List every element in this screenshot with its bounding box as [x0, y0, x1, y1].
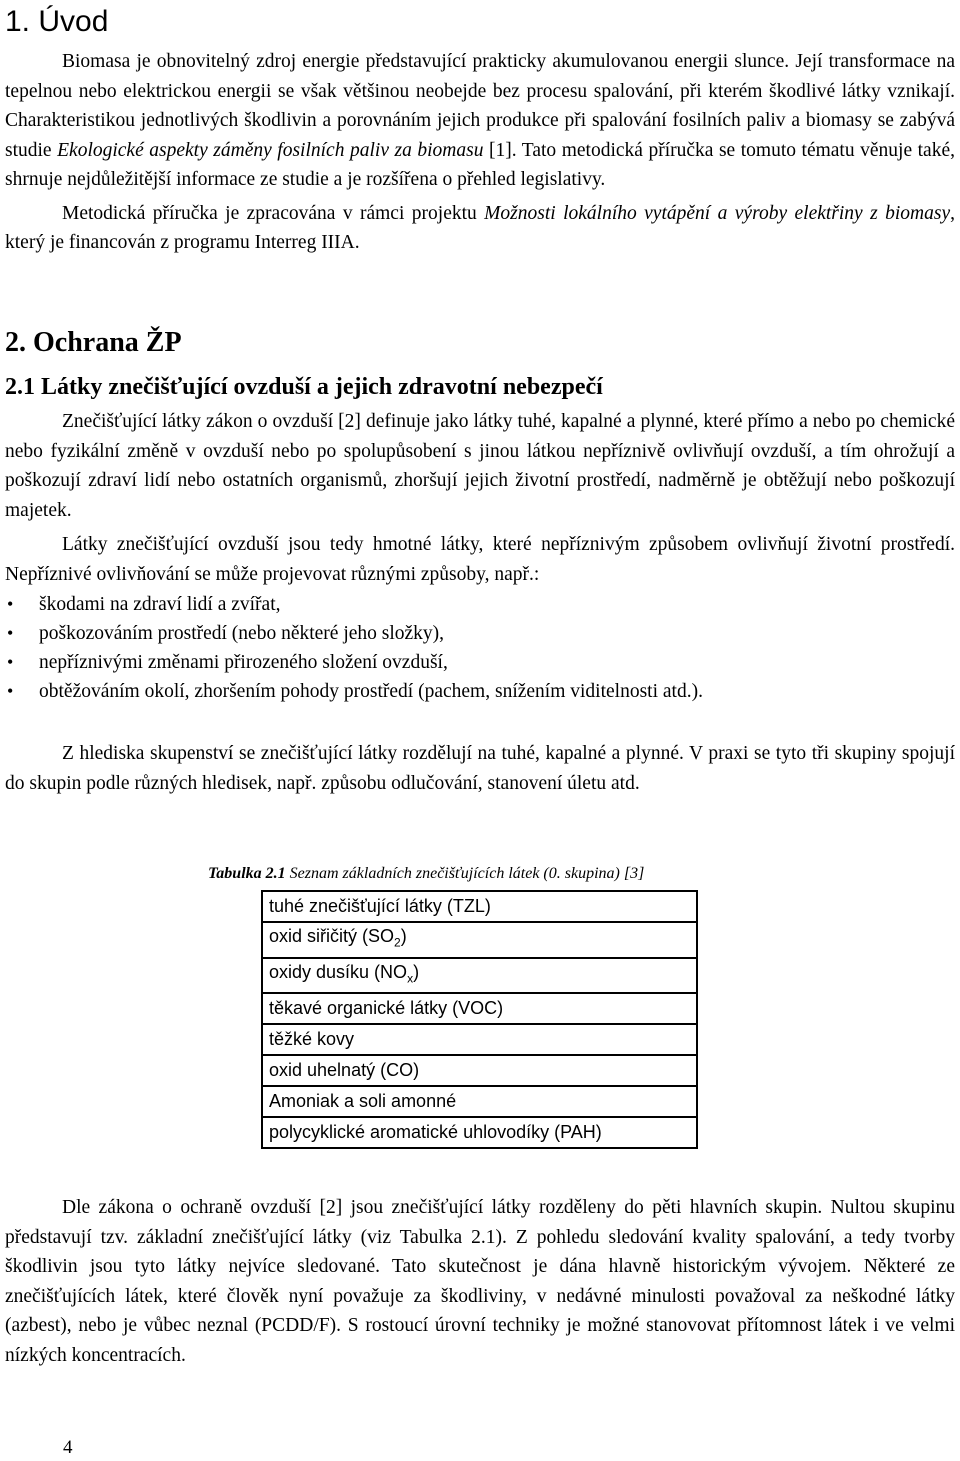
list-item-text: poškozováním prostředí (nebo některé jeho složky), [39, 623, 445, 644]
study-title: Ekologické aspekty záměny fosilních paliv za biomasu [57, 139, 484, 161]
table-cell: Amoniak a soli amonné [262, 1086, 697, 1117]
table-cell: polycyklické aromatické uhlovodíky (PAH) [262, 1117, 697, 1148]
list-item [5, 590, 955, 619]
list-item-text: obtěžováním okolí, zhoršením pohody prostředí (pachem, snížením viditelnosti atd.). [39, 681, 703, 702]
definition-paragraph: Znečišťující látky zákon o ovzduší [2] definuje jako látky tuhé, kapalné a plynné, které přímo a nebo po chemické nebo fyzikální změně v ovzduší nebo po spolupůsobení s jinou látkou nepříznivě ovlivňují ovzduší, a tím ohrožují a poškozují zdraví lidí nebo ostatních organismů, zhoršují jejich životní prostředí, nadměrně je obtěžují nebo poškozují majetek. [5, 411, 955, 521]
page-number: 4 [63, 1437, 73, 1458]
table-row [262, 922, 697, 958]
section-heading-uvod: 1. Úvod [5, 5, 109, 38]
table-row [262, 993, 697, 1024]
project-title: Možnosti lokálního vytápění a výroby elektřiny z biomasy [484, 202, 951, 224]
table-cell: těkavé organické látky (VOC) [262, 993, 697, 1024]
table-row [262, 891, 697, 922]
pollutants-table [261, 890, 698, 1149]
table-row [262, 1055, 697, 1086]
effects-paragraph: Látky znečišťující ovzduší jsou tedy hmotné látky, které nepříznivým způsobem ovlivňují životní prostředí. Nepříznivé ovlivňování se může projevovat různými způsoby, např.: [5, 534, 955, 585]
intro-text-b: [1]. Tato metodická příručka se tomuto tématu věnuje také, shrnuje nejdůležitější informace ze studie a je rozšířena o přehled legislativy. [5, 139, 955, 190]
subsection-heading: 2.1 Látky znečišťující ovzduší a jejich zdravotní nebezpečí [5, 374, 603, 400]
list-item-text: nepříznivými změnami přirozeného složení ovzduší, [39, 652, 448, 673]
section-heading-ochrana: 2. Ochrana ŽP [5, 327, 182, 358]
table-cell [262, 922, 697, 958]
list-item [5, 619, 955, 648]
table-cell-text: oxidy dusíku (NO [269, 961, 408, 982]
table-cell: tuhé znečišťující látky (TZL) [262, 891, 697, 922]
table-caption-label: Tabulka 2.1 [208, 865, 286, 882]
subscript: 2 [394, 935, 401, 950]
table-cell [262, 958, 697, 994]
table-row [262, 958, 697, 994]
intro-paragraph-1 [5, 47, 955, 195]
bullet-icon: • [7, 594, 14, 614]
intro-block [5, 47, 955, 258]
subscript: x [407, 971, 414, 986]
intro-paragraph-2 [5, 199, 955, 258]
table-row [262, 1024, 697, 1055]
intro-text-a: Biomasa je obnovitelný zdroj energie představující prakticky akumulovanou energii slunce. Její transformace na tepelnou nebo elektrickou energii se však většinou neobejde bez procesu spalování, při kterém škodlivé látky vznikají. Charakteristikou jednotlivých škodlivin a porovnáním jejich produkce při spalování fosilních paliv a biomasy se zabývá studie [5, 51, 955, 161]
bullet-icon: • [7, 623, 14, 643]
list-item-text: škodami na zdraví lidí a zvířat, [39, 594, 281, 615]
groups-block [5, 1193, 955, 1370]
table-cell-text: oxid siřičitý (SO [269, 926, 395, 946]
aggregation-paragraph: Z hlediska skupenství se znečišťující látky rozdělují na tuhé, kapalné a plynné. V praxi se tyto tři skupiny spojují do skupin podle různých hledisek, např. způsobu odlučování, stanovení úletu atd. [5, 743, 955, 794]
definition-block [5, 407, 955, 589]
list-item [5, 677, 955, 706]
project-text-a: Metodická příručka je zpracována v rámci projektu [62, 202, 485, 224]
bullet-icon: • [7, 681, 14, 701]
project-text-b: , který je financován z programu Interreg IIIA. [5, 202, 955, 253]
table-cell: těžké kovy [262, 1024, 697, 1055]
bullet-icon: • [7, 652, 14, 672]
table-row [262, 1086, 697, 1117]
table-row [262, 1117, 697, 1148]
table-cell: oxid uhelnatý (CO) [262, 1055, 697, 1086]
aggregation-block [5, 739, 955, 798]
table-cell-text: ) [400, 926, 407, 946]
effects-list [5, 590, 955, 706]
groups-paragraph: Dle zákona o ochraně ovzduší [2] jsou znečišťující látky rozděleny do pěti hlavních skupin. Nultou skupinu představují tzv. základní znečišťující látky (viz Tabulka 2.1). Z pohledu sledování kvality spalování, a tedy tvorby škodlivin jsou tyto látky nejvíce sledované. Tato skutečnost je dána hlavně historickým vývojem. Některé ze znečišťujících látek, které člověk nyní považuje za škodliviny, v nedávné minulosti považoval za neškodné látky (azbest), nebo je vůbec neznal (PCDD/F). S rostoucí úrovní techniky je možné stanovovat přítomnost látek i ve velmi nízkých koncentracích. [5, 1197, 955, 1366]
table-caption [208, 862, 644, 886]
table-caption-text: Seznam základních znečišťujících látek (0. skupina) [3] [285, 865, 645, 882]
list-item [5, 648, 955, 677]
table-cell-text: ) [413, 961, 420, 982]
